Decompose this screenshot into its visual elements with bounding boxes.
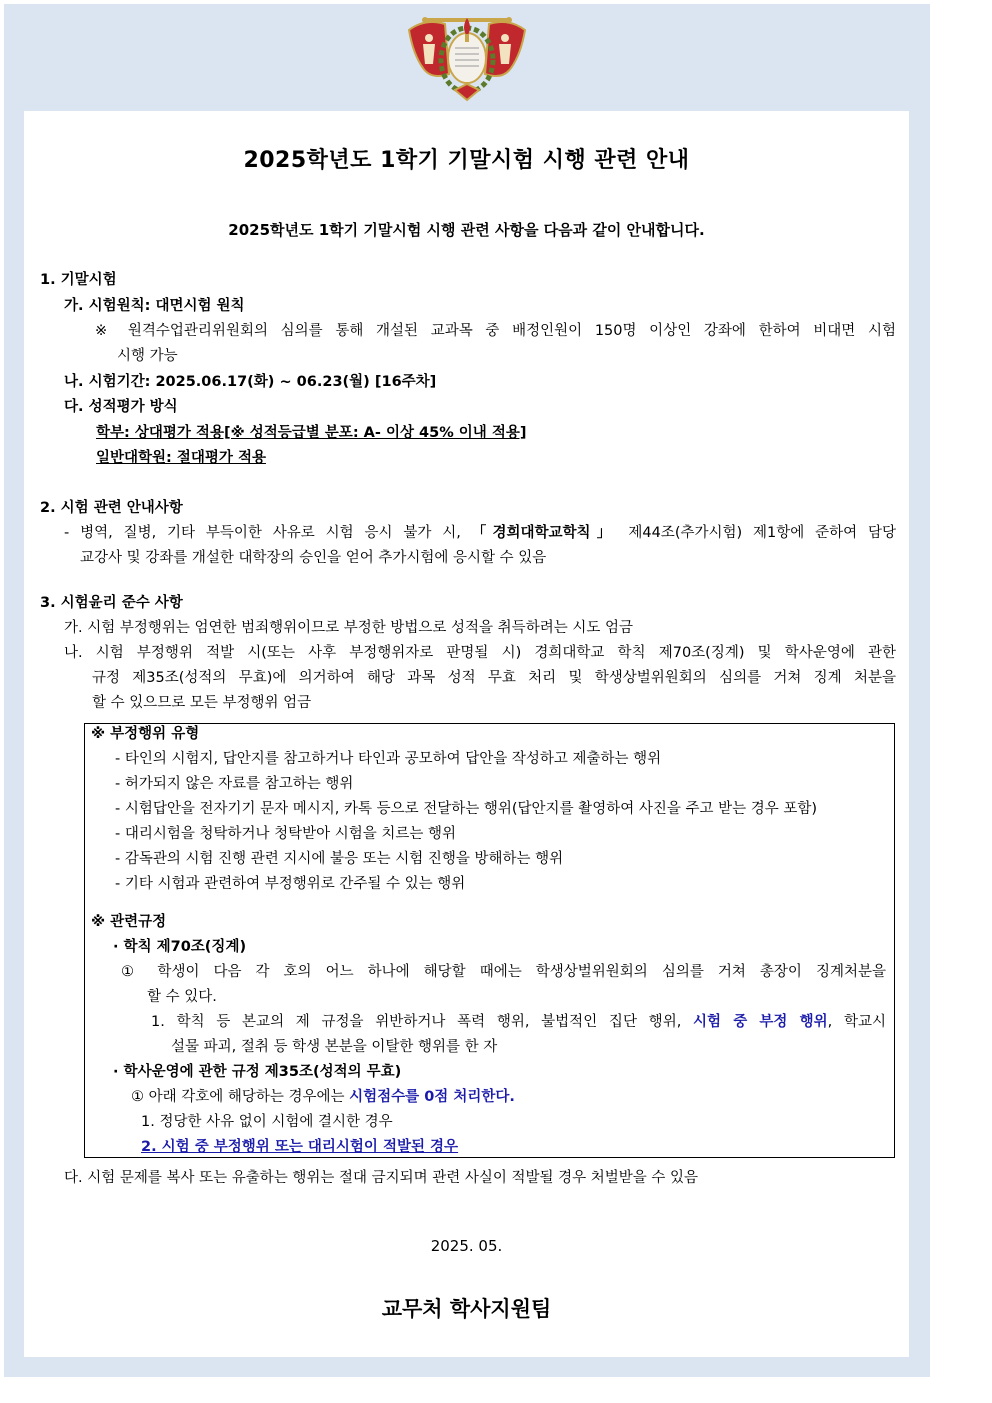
section-3-item-b-line2: 규정 제35조(성적의 무효)에 의거하여 해당 과목 성적 무효 처리 및 학생상벌위원회의 심의를 거쳐 징계 처분을 — [92, 670, 896, 686]
section-1-heading: 1. 기말시험 — [40, 272, 117, 288]
misconduct-type-item: - 감독관의 시험 진행 관련 지시에 불응 또는 시험 진행을 방해하는 행위 — [115, 851, 564, 867]
section-2-heading: 2. 시험 관련 안내사항 — [40, 500, 183, 516]
rule-1-title: · 학칙 제70조(징계) — [113, 939, 247, 955]
rule-1-item-line1: 1. 학칙 등 본교의 제 규정을 위반하거나 폭력 행위, 불법적인 집단 행위, 시험 중 부정 행위, 학교시 — [151, 1014, 886, 1030]
misconduct-type-item: - 허가되지 않은 자료를 참고하는 행위 — [115, 776, 354, 792]
misconduct-type-item: - 시험답안을 전자기기 문자 메시지, 카톡 등으로 전달하는 행위(답안지를 촬영하여 사진을 주고 받는 경우 포함) — [115, 801, 817, 817]
university-emblem-logo — [405, 8, 529, 104]
section-2-line2: 교강사 및 강좌를 개설한 대학장의 승인을 얻어 추가시험에 응시할 수 있음 — [80, 550, 547, 566]
section-2-line1: - 병역, 질병, 기타 부득이한 사유로 시험 응시 불가 시, 「경희대학교학칙」 제44조(추가시험) 제1항에 준하여 담당 — [64, 525, 896, 541]
section-1-item-a-note-line1: ※ 원격수업관리위원회의 심의를 통해 개설된 교과목 중 배정인원이 150명 이상인 강좌에 한하여 비대면 시험 — [95, 323, 896, 339]
misconduct-info-box — [84, 723, 895, 1158]
section-1-item-c-undergrad: 학부: 상대평가 적용[※ 성적등급별 분포: A- 이상 45% 이내 적용] — [96, 425, 527, 441]
rule-1-paragraph-line1: ① 학생이 다음 각 호의 어느 하나에 해당할 때에는 학생상벌위원회의 심의를 거쳐 총장이 징계처분을 — [121, 964, 886, 980]
section-1-item-a-note-line2: 시행 가능 — [117, 348, 178, 364]
rule-2-paragraph: ① 아래 각호에 해당하는 경우에는 시험점수를 0점 처리한다. — [131, 1089, 515, 1105]
section-3-item-b-line3: 할 수 있으므로 모든 부정행위 엄금 — [92, 695, 312, 711]
misconduct-type-item: - 대리시험을 청탁하거나 청탁받아 시험을 치르는 행위 — [115, 826, 457, 842]
section-3-item-b-line1: 나. 시험 부정행위 적발 시(또는 사후 부정행위자로 판명될 시) 경희대학교 학칙 제70조(징계) 및 학사운영에 관한 — [64, 645, 896, 661]
rule-2-item-1: 1. 정당한 사유 없이 시험에 결시한 경우 — [141, 1114, 393, 1130]
rule-1-item-line2: 설물 파괴, 절취 등 학생 본분을 이탈한 행위를 한 자 — [171, 1039, 498, 1055]
section-3-heading: 3. 시험윤리 준수 사항 — [40, 595, 183, 611]
section-1-item-b: 나. 시험기간: 2025.06.17(화) ~ 06.23(월) [16주차] — [64, 374, 437, 390]
rule-2-item-2: 2. 시험 중 부정행위 또는 대리시험이 적발된 경우 — [141, 1139, 459, 1155]
misconduct-types-heading: ※ 부정행위 유형 — [91, 726, 200, 742]
document-date: 2025. 05. — [430, 1237, 503, 1255]
related-rules-heading: ※ 관련규정 — [91, 914, 167, 930]
section-3-item-a: 가. 시험 부정행위는 엄연한 범죄행위이므로 부정한 방법으로 성적을 취득하려는 시도 엄금 — [64, 620, 633, 636]
misconduct-type-item: - 기타 시험과 관련하여 부정행위로 간주될 수 있는 행위 — [115, 876, 466, 892]
section-3-item-c: 다. 시험 문제를 복사 또는 유출하는 행위는 절대 금지되며 관련 사실이 적발될 경우 처벌받을 수 있음 — [64, 1170, 699, 1186]
document-paper — [24, 111, 909, 1357]
document-intro: 2025학년도 1학기 기말시험 시행 관련 사항을 다음과 같이 안내합니다. — [228, 221, 705, 239]
section-1-item-a: 가. 시험원칙: 대면시험 원칙 — [64, 298, 245, 314]
rule-2-title: · 학사운영에 관한 규정 제35조(성적의 무효) — [113, 1064, 402, 1080]
issuing-department: 교무처 학사지원팀 — [381, 1297, 552, 1321]
document-title: 2025학년도 1학기 기말시험 시행 관련 안내 — [243, 148, 690, 173]
section-1-item-c-graduate: 일반대학원: 절대평가 적용 — [96, 450, 266, 466]
misconduct-type-item: - 타인의 시험지, 답안지를 참고하거나 타인과 공모하여 답안을 작성하고 제출하는 행위 — [115, 751, 662, 767]
rule-1-paragraph-line2: 할 수 있다. — [147, 989, 217, 1005]
section-1-item-c: 다. 성적평가 방식 — [64, 399, 178, 415]
